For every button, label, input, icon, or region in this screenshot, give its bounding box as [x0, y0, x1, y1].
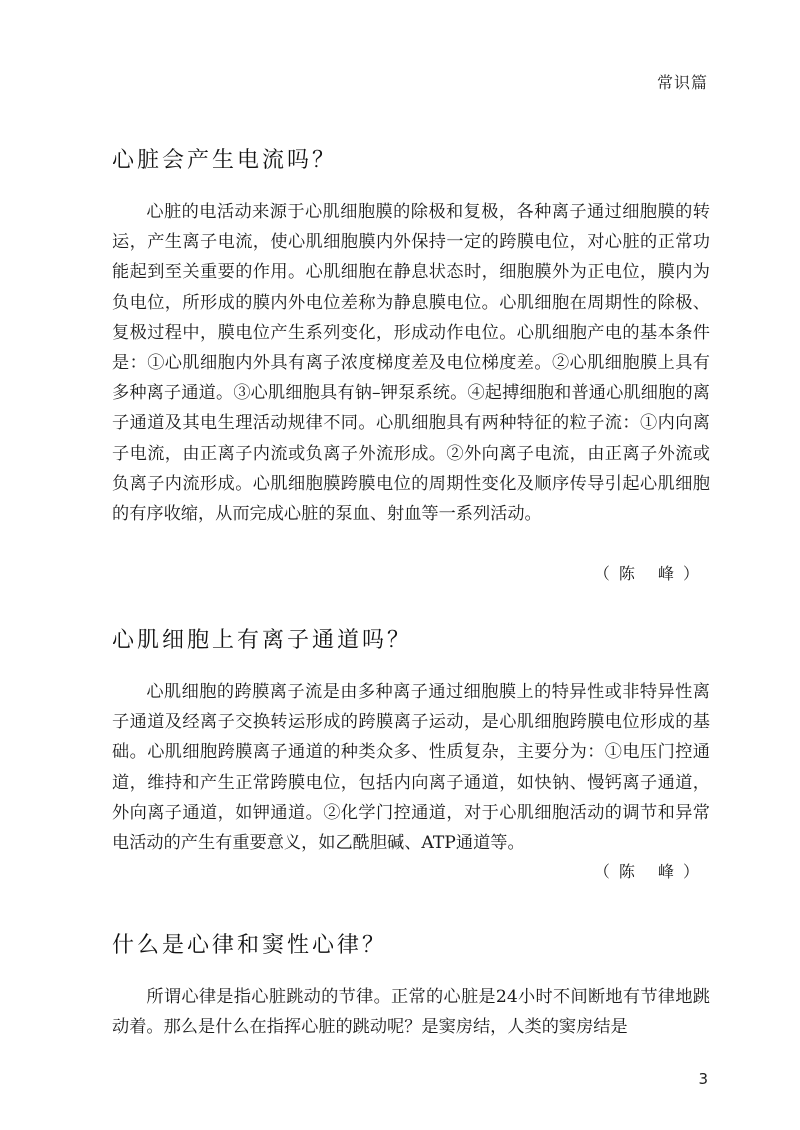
section-body-ion-channels: 心肌细胞的跨膜离子流是由多种离子通过细胞膜上的特异性或非特异性离子通道及经离子交换转运形成的跨膜离子运动，是心肌细胞跨膜电位形成的基础。心肌细胞跨膜离子通道的种类众多、性质复杂，主要分为：①电压门控通道，维持和产生正常跨膜电位，包括内向离子通道，如快钠、慢钙离子通道，外向离子通道，如钾通道。②化学门控通道，对于心肌细胞活动的调节和异常电活动的产生有重要意义，如乙酰胆碱、ATP通道等。 — [112, 682, 710, 854]
author-credit: （陈 峰） — [593, 564, 708, 583]
section-body-heart-rhythm: 所谓心律是指心脏跳动的节律。正常的心脏是24小时不间断地有节律地跳动着。那么是什么在指挥心脏的跳动呢？是窦房结，人类的窦房结是 — [112, 987, 710, 1038]
section-title-heart-rhythm: 什么是心律和窦性心律？ — [112, 933, 388, 958]
section-body-heart-current: 心脏的电活动来源于心肌细胞膜的除极和复极，各种离子通过细胞膜的转运，产生离子电流，使心肌细胞膜内外保持一定的跨膜电位，对心脏的正常功能起到至关重要的作用。心肌细胞在静息状态时，细胞膜外为正电位，膜内为负电位，所形成的膜内外电位差称为静息膜电位。心肌细胞在周期性的除极、复极过程中，膜电位产生系列变化，形成动作电位。心肌细胞产电的基本条件是：①心肌细胞内外具有离子浓度梯度差及电位梯度差。②心肌细胞膜上具有多种离子通道。③心肌细胞具有钠–钾泵系统。④起搏细胞和普通心肌细胞的离子通道及其电生理活动规律不同。心肌细胞具有两种特征的粒子流：①内向离子电流，由正离子内流或负离子外流形成。②外向离子电流，由正离子外流或负离子内流形成。心肌细胞膜跨膜电位的周期性变化及顺序传导引起心肌细胞的有序收缩，从而完成心脏的泵血、射血等一系列活动。 — [112, 202, 710, 525]
section-title-ion-channels: 心肌细胞上有离子通道吗？ — [112, 628, 413, 653]
author-credit: （陈 峰） — [593, 862, 708, 881]
running-head: 常识篇 — [656, 73, 708, 92]
page-number: 3 — [698, 1070, 708, 1088]
section-title-heart-current: 心脏会产生电流吗？ — [112, 148, 338, 173]
